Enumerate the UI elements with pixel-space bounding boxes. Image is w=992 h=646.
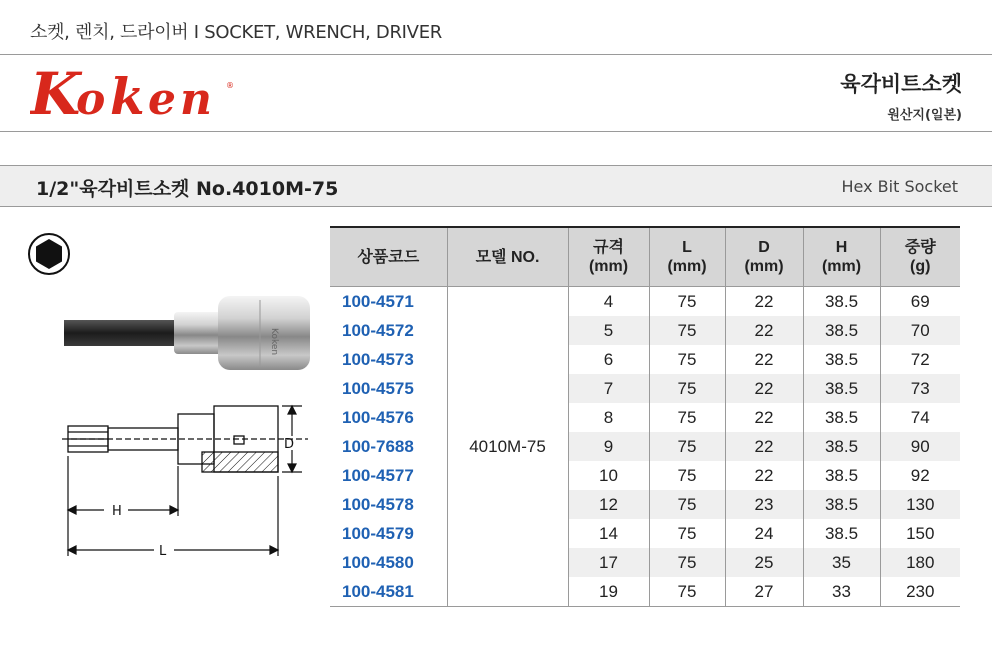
model-number-cell: 4010M-75 <box>447 287 568 607</box>
d-cell: 22 <box>725 287 803 317</box>
weight-cell: 69 <box>880 287 960 317</box>
size-cell: 8 <box>568 403 649 432</box>
d-cell: 22 <box>725 374 803 403</box>
d-cell: 24 <box>725 519 803 548</box>
h-cell: 38.5 <box>803 374 880 403</box>
spec-table <box>330 226 960 607</box>
weight-cell: 130 <box>880 490 960 519</box>
svg-text:o: o <box>76 74 106 125</box>
d-cell: 22 <box>725 316 803 345</box>
size-cell: 19 <box>568 577 649 607</box>
hexagon-icon <box>26 231 72 277</box>
table-row <box>330 519 960 548</box>
size-cell: 5 <box>568 316 649 345</box>
product-code[interactable]: 100-4576 <box>342 407 414 427</box>
d-cell: 23 <box>725 490 803 519</box>
size-cell: 10 <box>568 461 649 490</box>
svg-text:n: n <box>180 74 212 125</box>
origin-label: 원산지(일본) <box>887 108 962 123</box>
product-code[interactable]: 100-4578 <box>342 494 414 514</box>
table-row <box>330 490 960 519</box>
h-cell: 38.5 <box>803 461 880 490</box>
l-cell: 75 <box>649 316 725 345</box>
product-code[interactable]: 100-4577 <box>342 465 414 485</box>
h-cell: 38.5 <box>803 432 880 461</box>
section-subtitle: Hex Bit Socket <box>841 177 958 196</box>
koken-logo <box>30 58 240 128</box>
l-cell: 75 <box>649 374 725 403</box>
col-header-model: 모델 NO. <box>447 227 568 287</box>
product-code[interactable]: 100-4571 <box>342 291 414 311</box>
l-cell: 75 <box>649 461 725 490</box>
size-cell: 6 <box>568 345 649 374</box>
dimension-l-label: L <box>159 544 167 559</box>
divider <box>0 131 992 132</box>
size-cell: 7 <box>568 374 649 403</box>
product-code[interactable]: 100-4581 <box>330 577 447 607</box>
weight-cell: 90 <box>880 432 960 461</box>
section-title: 1/2"육각비트소켓 No.4010M-75 <box>36 178 339 200</box>
table-row <box>330 316 960 345</box>
d-cell: 22 <box>725 432 803 461</box>
h-cell: 38.5 <box>803 345 880 374</box>
weight-cell: 73 <box>880 374 960 403</box>
table-row <box>330 374 960 403</box>
product-name: 육각비트소켓 <box>840 72 962 96</box>
l-cell: 75 <box>649 490 725 519</box>
divider <box>0 54 992 55</box>
size-cell: 4 <box>568 287 649 317</box>
h-cell: 38.5 <box>803 316 880 345</box>
product-code[interactable]: 100-4580 <box>342 552 414 572</box>
l-cell: 75 <box>649 577 725 607</box>
col-header-l: L (mm) <box>649 227 725 287</box>
svg-text:K: K <box>30 60 81 128</box>
h-cell: 38.5 <box>803 287 880 317</box>
h-cell: 33 <box>803 577 880 607</box>
table-header-row <box>330 227 960 287</box>
d-cell: 22 <box>725 461 803 490</box>
col-header-code: 상품코드 <box>330 227 447 287</box>
svg-text:®: ® <box>226 81 234 90</box>
l-cell: 75 <box>649 403 725 432</box>
l-cell: 75 <box>649 432 725 461</box>
size-cell: 17 <box>568 548 649 577</box>
size-cell: 12 <box>568 490 649 519</box>
d-cell: 25 <box>725 548 803 577</box>
h-cell: 38.5 <box>803 519 880 548</box>
h-cell: 35 <box>803 548 880 577</box>
category-breadcrumb: 소켓, 렌치, 드라이버 I SOCKET, WRENCH, DRIVER <box>30 22 442 43</box>
svg-text:k: k <box>110 67 145 126</box>
weight-cell: 150 <box>880 519 960 548</box>
weight-cell: 180 <box>880 548 960 577</box>
size-cell: 9 <box>568 432 649 461</box>
weight-cell: 230 <box>880 577 960 607</box>
weight-cell: 72 <box>880 345 960 374</box>
weight-cell: 74 <box>880 403 960 432</box>
h-cell: 38.5 <box>803 490 880 519</box>
col-header-h: H (mm) <box>803 227 880 287</box>
svg-text:e: e <box>148 74 176 125</box>
h-cell: 38.5 <box>803 403 880 432</box>
product-code[interactable]: 100-4575 <box>342 378 414 398</box>
col-header-size: 규격 (mm) <box>568 227 649 287</box>
product-code[interactable]: 100-4579 <box>342 523 414 543</box>
l-cell: 75 <box>649 548 725 577</box>
table-row <box>330 403 960 432</box>
l-cell: 75 <box>649 345 725 374</box>
technical-drawing <box>62 400 312 560</box>
product-code[interactable]: 100-4573 <box>342 349 414 369</box>
weight-cell: 70 <box>880 316 960 345</box>
dimension-h-label: H <box>112 504 122 519</box>
table-row <box>330 548 960 577</box>
col-header-weight: 중량 (g) <box>880 227 960 287</box>
weight-cell: 92 <box>880 461 960 490</box>
table-row <box>330 287 960 317</box>
table-row <box>330 461 960 490</box>
d-cell: 22 <box>725 345 803 374</box>
product-code[interactable]: 100-7688 <box>342 436 414 456</box>
table-row <box>330 345 960 374</box>
col-header-d: D (mm) <box>725 227 803 287</box>
product-code[interactable]: 100-4572 <box>342 320 414 340</box>
table-row <box>330 432 960 461</box>
d-cell: 27 <box>725 577 803 607</box>
dimension-d-label: D <box>284 437 295 452</box>
product-photo <box>60 282 320 382</box>
d-cell: 22 <box>725 403 803 432</box>
l-cell: 75 <box>649 519 725 548</box>
l-cell: 75 <box>649 287 725 317</box>
table-row <box>330 577 960 607</box>
size-cell: 14 <box>568 519 649 548</box>
svg-text:Koken: Koken <box>269 328 279 356</box>
